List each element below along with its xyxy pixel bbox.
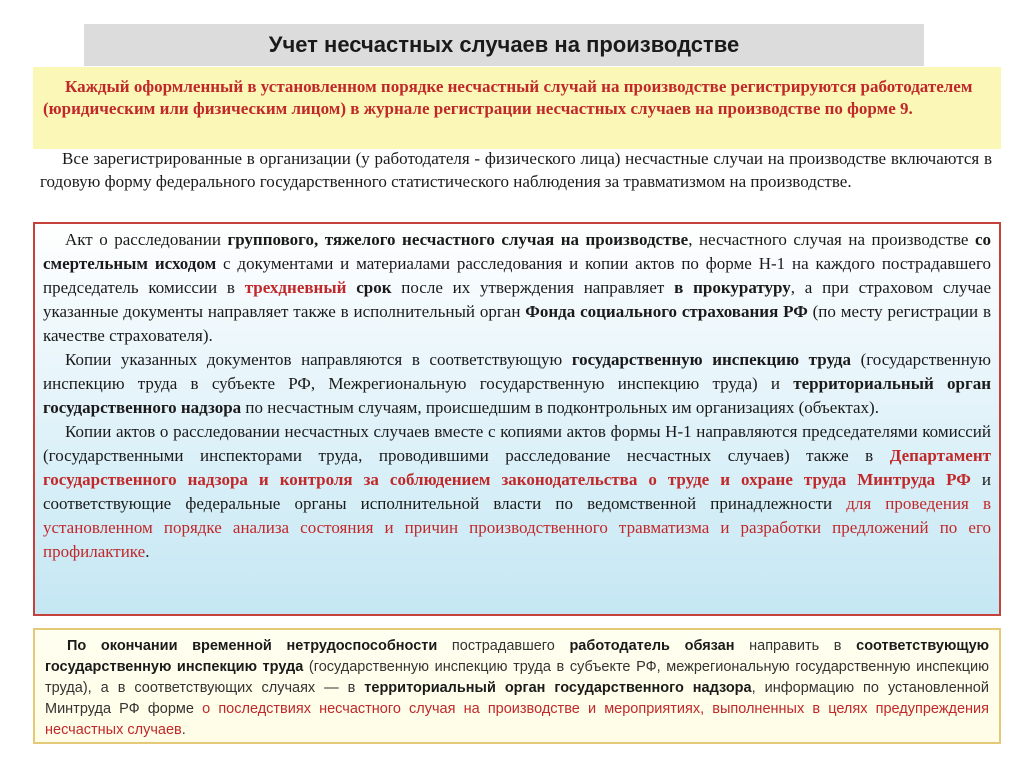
- text-run: , а при страховом случае указанные документы направляет также в исполнительный орган: [43, 278, 991, 321]
- text-run: [346, 278, 356, 297]
- highlight-run: для проведения в установленном порядке анализа состояния и причин производственного травматизма и разработки предложений по его профилактике: [43, 494, 991, 561]
- highlight-box-registration: [33, 67, 1001, 149]
- text-run: .: [145, 542, 150, 561]
- text-run: Копии актов о расследовании несчастных случаев вместе с копиями актов формы Н-1 направляются председателями комиссий (государственными инспекторами труда, проводившими расследование несчастных случаев) также в: [43, 422, 991, 465]
- investigation-box: [33, 222, 1001, 616]
- bold-run: Фонда социального страхования РФ: [525, 302, 808, 321]
- investigation-paragraph-department: [43, 420, 991, 564]
- statistics-paragraph: [40, 147, 992, 193]
- text-run: , информацию по установленной Минтруда РФ форме: [45, 680, 989, 717]
- investigation-paragraph-copies: [43, 348, 991, 420]
- bold-run: работодатель обязан: [569, 638, 735, 654]
- highlight-run: трехдневный: [244, 278, 347, 297]
- statistics-text: Все зарегистрированные в организации (у работодателя - физического лица) несчастные случаи на производстве включаются в годовую форму федерального государственного статистического наблюдения за травматизмом на производстве.: [40, 149, 992, 191]
- title-bar: [84, 24, 924, 66]
- highlight-run: Департамент государственного надзора и контроля за соблюдением законодательства о труде и охране труда Минтруда РФ: [43, 446, 991, 489]
- bold-run: соответствующую государственную инспекцию труда: [45, 638, 990, 675]
- page-title: Учет несчастных случаев на производстве: [268, 32, 740, 57]
- bold-run: По окончании временной нетрудоспособности: [67, 638, 438, 654]
- bold-run: территориальный орган государственного надзора: [364, 680, 752, 696]
- bold-run: в прокуратуру: [674, 278, 791, 297]
- text-run: направить в: [734, 638, 857, 654]
- bold-run: государственную инспекцию труда: [571, 350, 851, 369]
- disability-end-box: [33, 628, 1001, 744]
- bold-run: группового, тяжелого несчастного случая на производстве: [227, 230, 689, 249]
- text-run: и соответствующие федеральные органы исполнительной власти по ведомственной принадлежности: [43, 470, 991, 513]
- bold-run: со смертельным исходом: [43, 230, 991, 273]
- text-run: (государственную инспекцию труда в субъекте РФ, межрегиональную государственную инспекцию труда), а в соответствующих случаях — в: [45, 659, 989, 696]
- text-run: (по месту регистрации в качестве страхователя).: [43, 302, 991, 345]
- text-run: по несчастным случаям, происшедшим в подконтрольных им организациях (объектах).: [241, 398, 879, 417]
- text-run: пострадавшего: [437, 638, 570, 654]
- bold-run: территориальный орган государственного надзора: [43, 374, 991, 417]
- bold-run: срок: [356, 278, 392, 297]
- text-run: Акт о расследовании: [65, 230, 228, 249]
- highlight-run: о последствиях несчастного случая на производстве и мероприятиях, выполненных в целях предупреждения несчастных случаев: [45, 701, 990, 738]
- text-run: Копии указанных документов направляются в соответствующую: [65, 350, 572, 369]
- text-run: после их утверждения направляет: [391, 278, 675, 297]
- text-run: .: [181, 722, 186, 738]
- investigation-paragraph-act: [43, 228, 991, 348]
- registration-text: Каждый оформленный в установленном порядке несчастный случай на производстве регистрируются работодателем (юридическим или физическим лицом) в журнале регистрации несчастных случаев на производстве по форме 9.: [43, 77, 973, 118]
- text-run: с документами и материалами расследования и копии актов по форме Н-1 на каждого пострадавшего председатель комиссии в: [43, 254, 991, 297]
- text-run: , несчастного случая на производстве: [688, 230, 975, 249]
- text-run: (государственную инспекцию труда в субъекте РФ, Межрегиональную государственную инспекцию труда) и: [43, 350, 992, 393]
